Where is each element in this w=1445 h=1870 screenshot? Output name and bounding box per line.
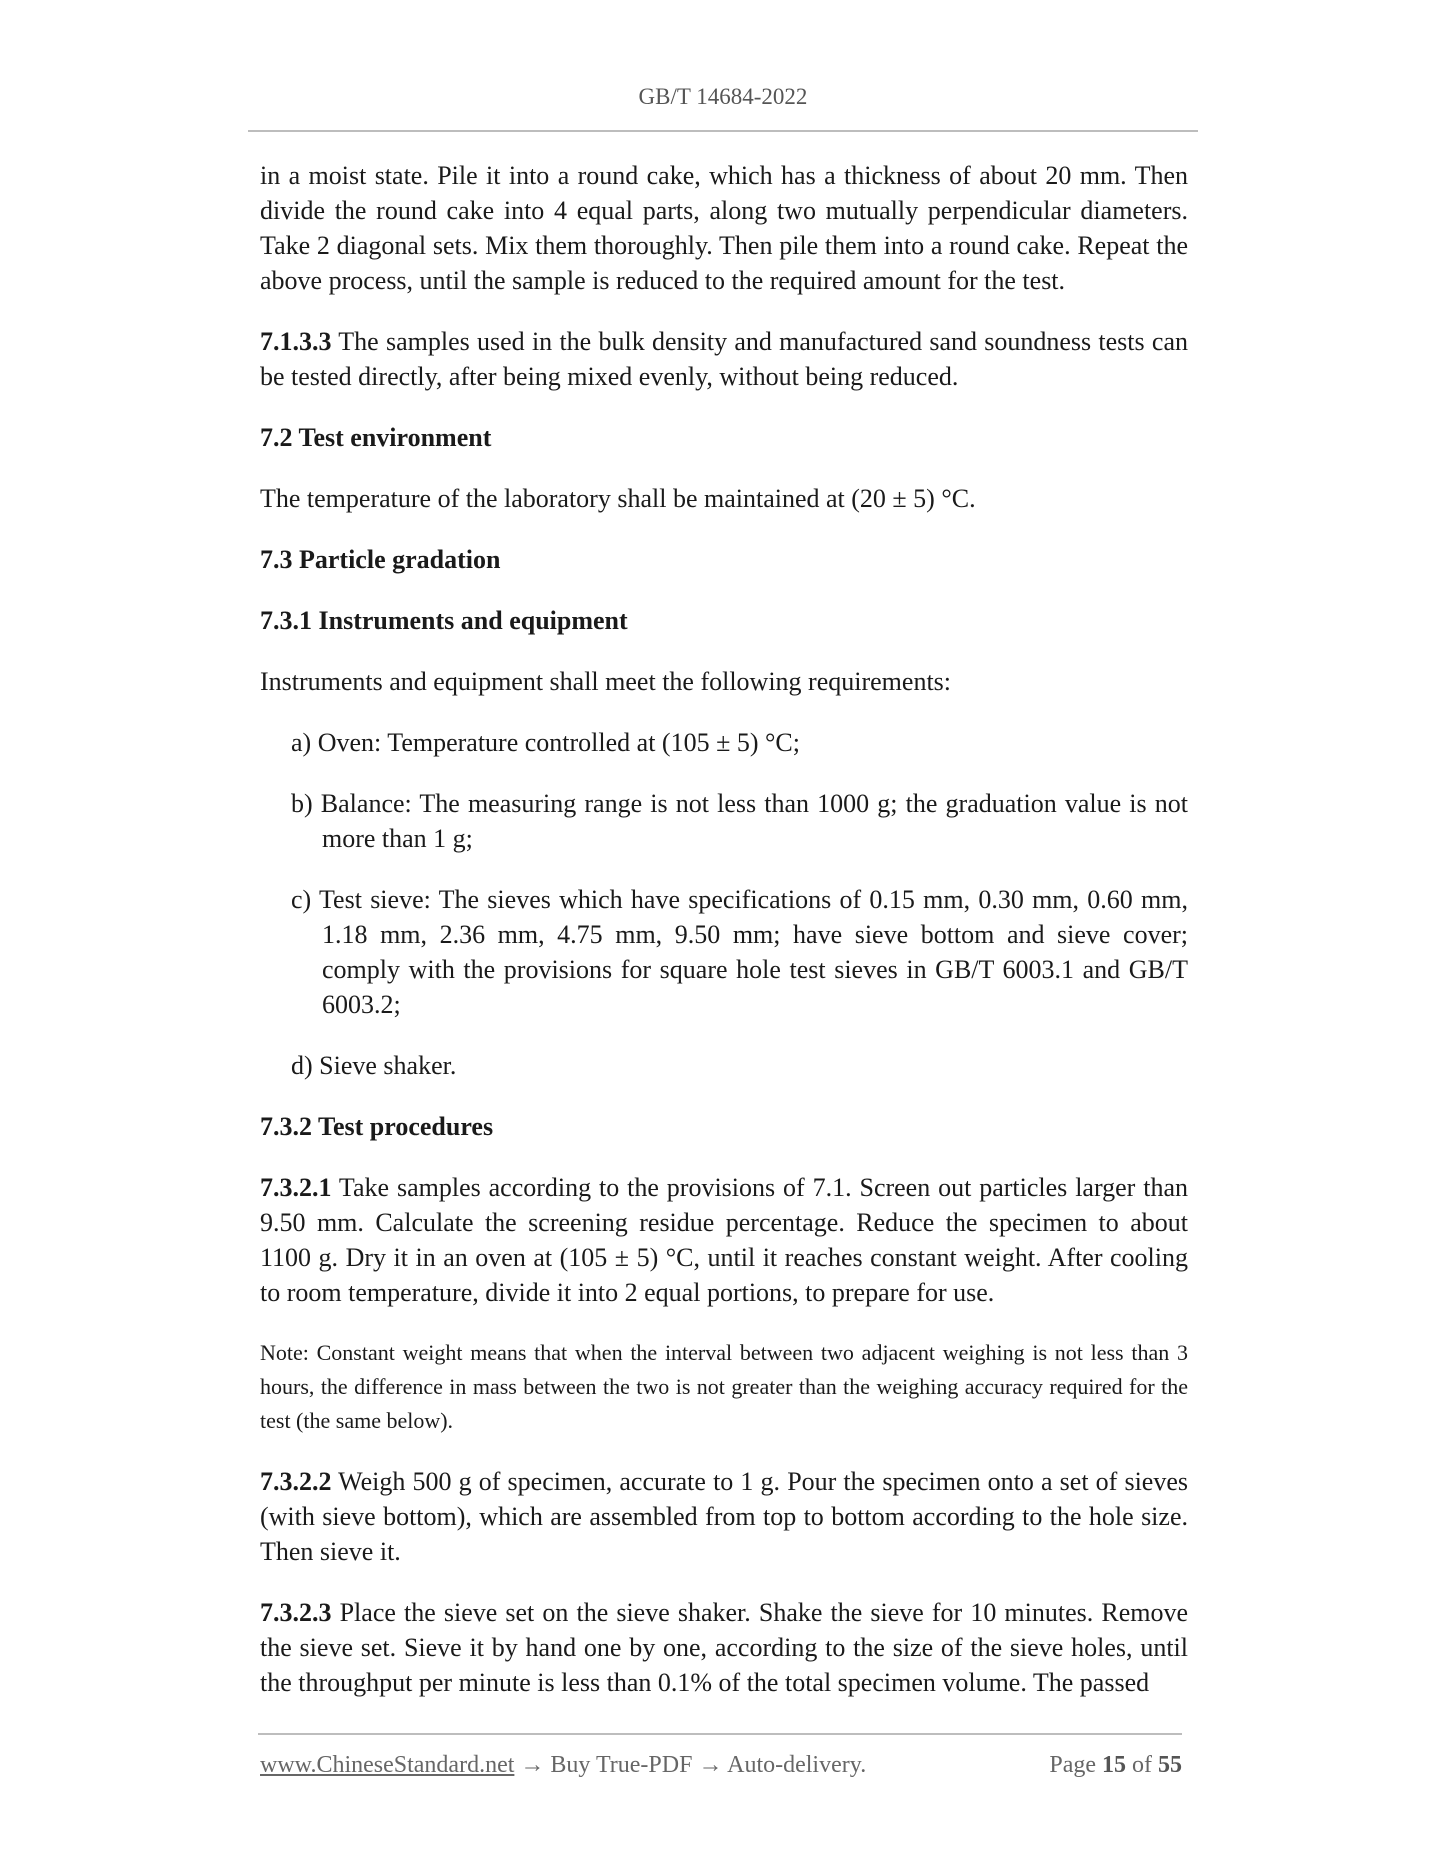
list-item: b) Balance: The measuring range is not less than 1000 g; the graduation value is not more than 1 g; (291, 789, 1188, 853)
clause-text: Weigh 500 g of specimen, accurate to 1 g. Pour the specimen onto a set of sieves (with sieve bottom), which are assembled from top to bottom according to the hole size. Then sieve it. (260, 1467, 1188, 1566)
total-pages: 55 (1158, 1752, 1182, 1778)
page-label: Page (1049, 1752, 1096, 1778)
clause-7-1-3-3 (260, 324, 1188, 394)
clause-7-3-2-1 (260, 1170, 1188, 1310)
clause-number: 7.3.2.1 (260, 1173, 332, 1202)
current-page: 15 (1102, 1752, 1126, 1778)
note-paragraph: Note: Constant weight means that when the interval between two adjacent weighing is not less than 3 hours, the difference in mass between the two is not greater than the weighing accuracy required for the test (the same below). (260, 1340, 1188, 1433)
heading-7-3: 7.3 Particle gradation (260, 545, 501, 574)
of-label: of (1132, 1752, 1152, 1778)
clause-number: 7.1.3.3 (260, 327, 332, 356)
list-item: d) Sieve shaker. (291, 1051, 457, 1080)
clause-number: 7.3.2.3 (260, 1598, 332, 1627)
clause-text: Take samples according to the provisions of 7.1. Screen out particles larger than 9.50 mm. Calculate the screening residue percentage. Reduce the specimen to about 1100 g. Dry it in an oven at (105 ± 5) °C, until it reaches constant weight. After cooling to room temperature, divide it into 2 equal portions, to prepare for use. (260, 1173, 1188, 1307)
heading-7-2: 7.2 Test environment (260, 423, 492, 452)
document-body (260, 158, 1188, 1700)
list-item: c) Test sieve: The sieves which have specifications of 0.15 mm, 0.30 mm, 0.60 mm, 1.18 mm, 2.36 mm, 4.75 mm, 9.50 mm; have sieve bottom and sieve cover; comply with the provisions for square hole test sieves in GB/T 6003.1 and GB/T 6003.2; (291, 885, 1188, 1019)
paragraph-7-3-1: Instruments and equipment shall meet the following requirements: (260, 667, 952, 696)
clause-7-3-2-3 (260, 1595, 1188, 1700)
list-item: a) Oven: Temperature controlled at (105 ± 5) °C; (291, 728, 800, 757)
paragraph-7-2: The temperature of the laboratory shall be maintained at (20 ± 5) °C. (260, 484, 976, 513)
clause-number: 7.3.2.2 (260, 1467, 332, 1496)
page-indicator (1020, 1752, 1182, 1779)
clause-text: Place the sieve set on the sieve shaker. Shake the sieve for 10 minutes. Remove the sieve set. Sieve it by hand one by one, according to the size of the sieve holes, until the throughput per minute is less than 0.1% of the total specimen volume. The passed (260, 1598, 1188, 1697)
footer-promo-text: → Buy True-PDF → Auto-delivery. (514, 1752, 867, 1778)
header-divider (248, 130, 1198, 132)
heading-7-3-1: 7.3.1 Instruments and equipment (260, 606, 628, 635)
document-header: GB/T 14684-2022 (638, 84, 808, 109)
footer-divider (258, 1733, 1182, 1735)
paragraph-intro: in a moist state. Pile it into a round cake, which has a thickness of about 20 mm. Then divide the round cake into 4 equal parts, along two mutually perpendicular diameters. Take 2 diagonal sets. Mix them thoroughly. Then pile them into a round cake. Repeat the above process, until the sample is reduced to the required amount for the test. (260, 161, 1188, 295)
clause-7-3-2-2 (260, 1464, 1188, 1569)
footer-promo (260, 1752, 866, 1779)
website-link[interactable]: www.ChineseStandard.net (260, 1752, 515, 1778)
heading-7-3-2: 7.3.2 Test procedures (260, 1112, 494, 1141)
clause-text: The samples used in the bulk density and manufactured sand soundness tests can be tested directly, after being mixed evenly, without being reduced. (260, 327, 1188, 391)
